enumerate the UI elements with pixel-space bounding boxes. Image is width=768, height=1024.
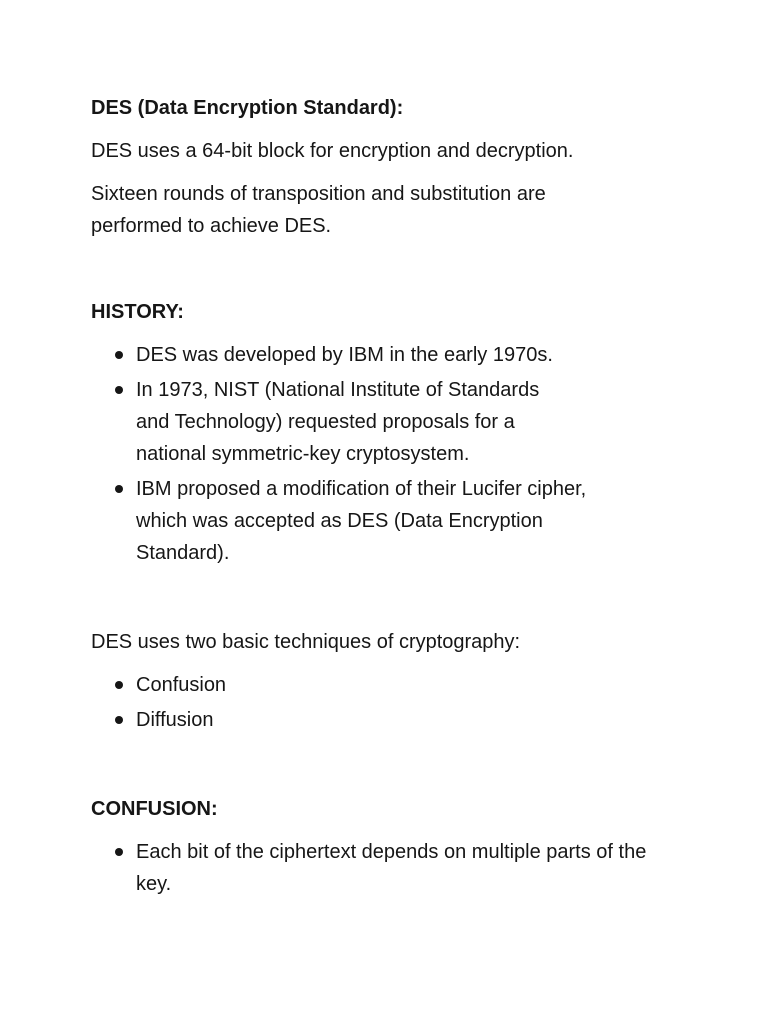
- bullet-icon: [115, 716, 123, 724]
- bullet-icon: [115, 386, 123, 394]
- list-item: [91, 669, 691, 701]
- intro-paragraph-1: DES uses a 64-bit block for encryption and decryption.: [91, 140, 574, 162]
- bullet-icon: [115, 848, 123, 856]
- history-list: [91, 339, 691, 569]
- list-item-text: IBM proposed a modification of their Lucifer cipher, which was accepted as DES (Data Encryption Standard).: [136, 478, 587, 564]
- list-item-text: Confusion: [136, 674, 227, 696]
- confusion-list: [91, 836, 691, 900]
- techniques-intro: DES uses two basic techniques of cryptography:: [91, 631, 521, 653]
- history-heading: HISTORY:: [91, 301, 184, 323]
- list-item: [91, 339, 691, 371]
- list-item: [91, 473, 596, 569]
- intro-paragraph-2: Sixteen rounds of transposition and substitution are performed to achieve DES.: [91, 183, 546, 237]
- list-item-text: DES was developed by IBM in the early 1970s.: [136, 344, 553, 366]
- techniques-list: [91, 669, 691, 736]
- list-item-text: Each bit of the ciphertext depends on multiple parts of the key.: [136, 841, 647, 895]
- document-page: [91, 92, 691, 903]
- bullet-icon: [115, 351, 123, 359]
- list-item-text: In 1973, NIST (National Institute of Standards and Technology) requested proposals for a national symmetric-key cryptosystem.: [136, 379, 540, 465]
- des-title: DES (Data Encryption Standard):: [91, 97, 404, 119]
- bullet-icon: [115, 681, 123, 689]
- list-item: [91, 374, 576, 470]
- bullet-icon: [115, 485, 123, 493]
- confusion-heading: CONFUSION:: [91, 798, 218, 820]
- list-item: [91, 704, 691, 736]
- list-item: [91, 836, 666, 900]
- list-item-text: Diffusion: [136, 709, 214, 731]
